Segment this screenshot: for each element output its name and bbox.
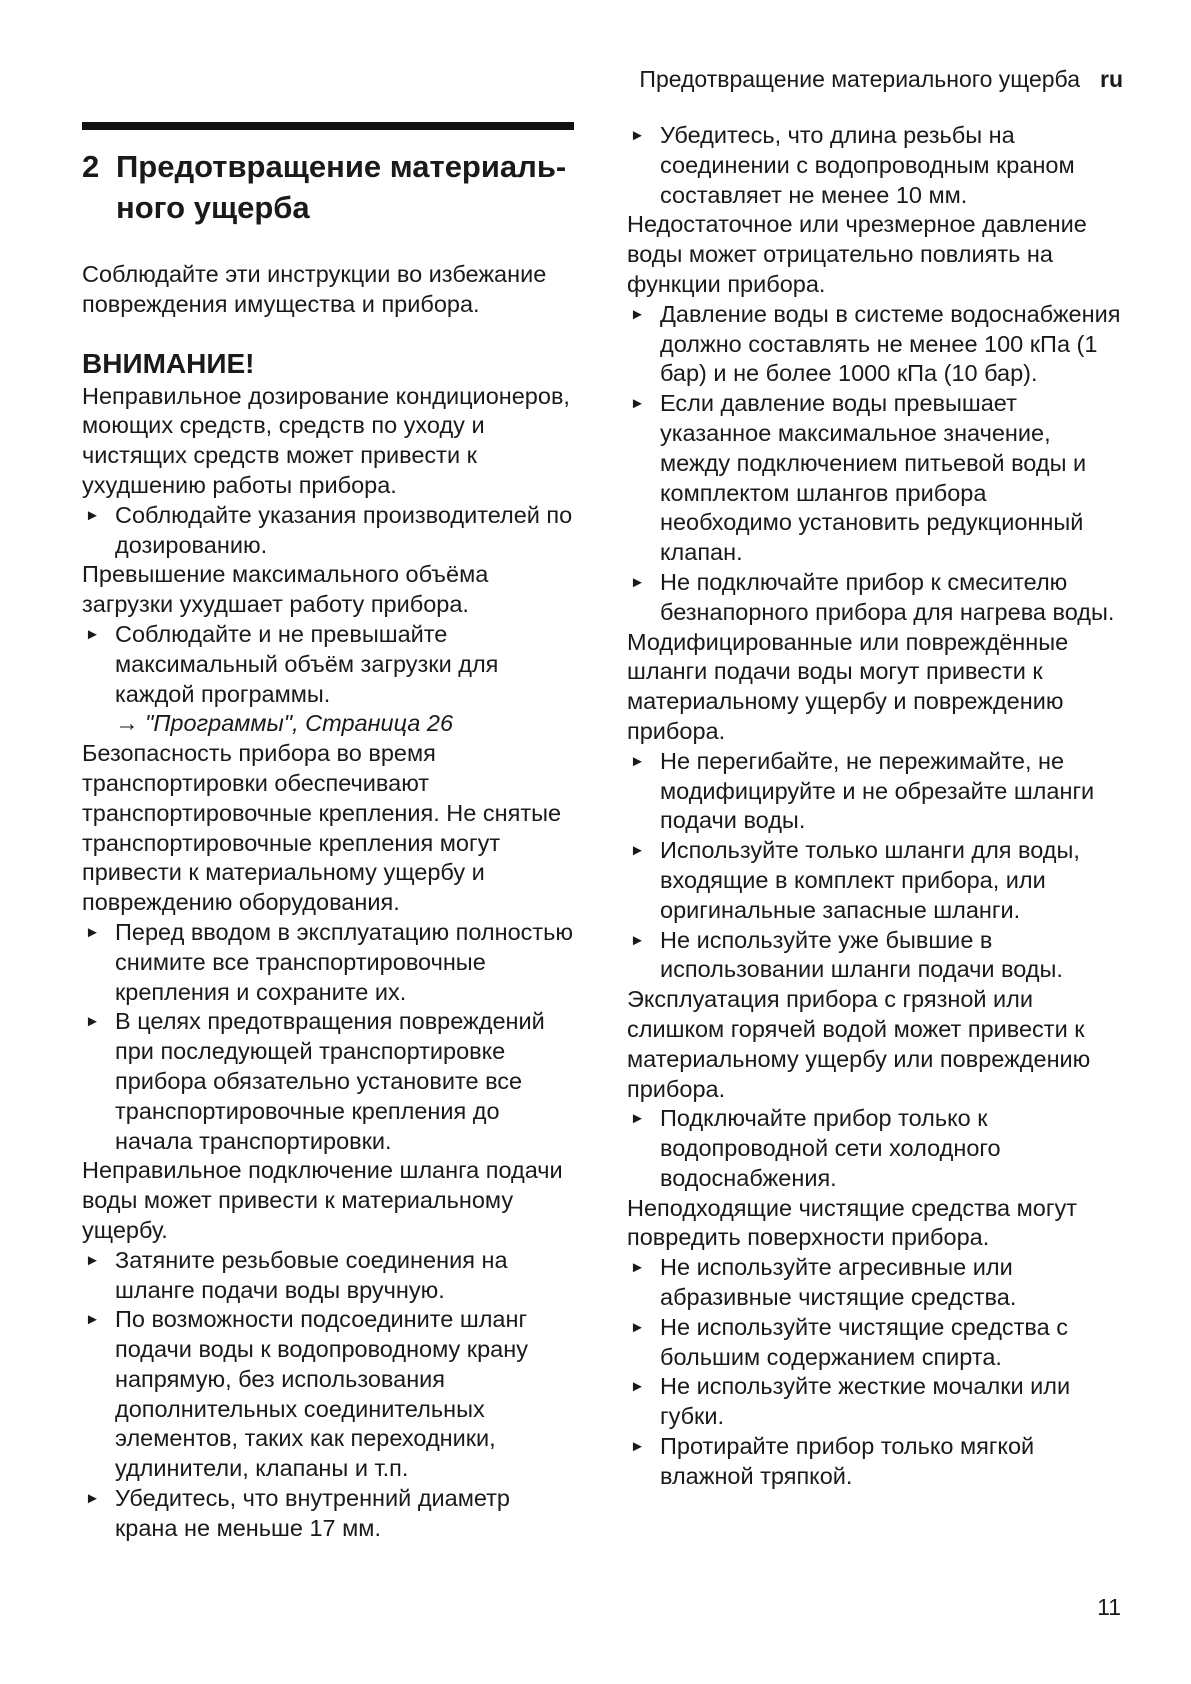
section-intro: Соблюдайте эти инструкции во избежание повреждения имущества и прибора. <box>82 261 547 317</box>
right-column <box>627 121 1123 1492</box>
left-column <box>82 122 574 1544</box>
bullet-triangle-icon: ► <box>85 506 100 524</box>
bullet-text: Затяните резьбовые соединения на шланге подачи воды вручную. <box>115 1246 508 1303</box>
paragraph: Эксплуатация прибора с грязной или слишком горячей водой может привести к материальному ущербу или повреждению прибора. <box>627 986 1091 1102</box>
bullet-item <box>627 300 1123 389</box>
bullet-item <box>627 1253 1123 1313</box>
header-title: Предотвращение материального ущерба <box>639 66 1080 92</box>
bullet-item <box>627 389 1123 568</box>
cross-reference-link[interactable]: → "Программы", Страница 26 <box>115 710 454 737</box>
paragraph: Безопасность прибора во время транспортировки обеспечивают транспортировочные крепления. Не снятые транспортировочные крепления могут привести к материальному ущербу и повреждению оборудования. <box>82 740 562 916</box>
paragraph: Неправильное подключение шланга подачи воды может привести к материальному ущербу. <box>82 1157 563 1243</box>
bullet-item <box>627 747 1123 836</box>
bullet-item <box>627 1372 1123 1432</box>
paragraph: Неподходящие чистящие средства могут повредить поверхности прибора. <box>627 1194 1077 1251</box>
bullet-text: Давление воды в системе водоснабжения должно составлять не менее 100 кПа (1 бар) и не более 1000 кПа (10 бар). <box>660 300 1121 387</box>
warning-heading: ВНИМАНИЕ! <box>82 347 255 379</box>
section-title-text: Предотвращение материаль-ного ущерба <box>116 149 567 225</box>
section-rule <box>82 122 574 130</box>
bullet-item <box>82 1246 574 1306</box>
bullet-item <box>627 1313 1123 1373</box>
bullet-text: Перед вводом в эксплуатацию полностью снимите все транспортировочные крепления и сохраните их. <box>115 918 574 1005</box>
bullet-triangle-icon: ► <box>630 752 645 770</box>
bullet-triangle-icon: ► <box>630 1259 645 1277</box>
bullet-text: Не подключайте прибор к смесителю безнапорного прибора для нагрева воды. <box>660 568 1115 625</box>
bullet-triangle-icon: ► <box>85 1490 100 1508</box>
bullet-item <box>82 1007 574 1156</box>
section-number: 2 <box>82 149 100 184</box>
bullet-item <box>82 620 574 709</box>
bullet-triangle-icon: ► <box>85 1013 100 1031</box>
bullet-triangle-icon: ► <box>630 931 645 949</box>
paragraph: Недостаточное или чрезмерное давление воды может отрицательно повлиять на функции прибора. <box>627 211 1087 297</box>
bullet-item <box>627 926 1123 986</box>
bullet-text: Протирайте прибор только мягкой влажной тряпкой. <box>660 1433 1035 1489</box>
bullet-item <box>82 1484 574 1544</box>
bullet-text: По возможности подсоедините шланг подачи воды к водопроводному крану напрямую, без использования дополнительных соединительных элементов, таких как переходники, удлинители, клапаны и т.п. <box>115 1306 528 1482</box>
bullet-text: В целях предотвращения повреждений при последующей транспортировке прибора обязательно установите все транспортировочные крепления до начала транспортировки. <box>115 1008 545 1154</box>
bullet-item <box>627 836 1123 925</box>
bullet-triangle-icon: ► <box>630 1378 645 1396</box>
bullet-triangle-icon: ► <box>630 1110 645 1128</box>
bullet-triangle-icon: ► <box>630 573 645 591</box>
bullet-triangle-icon: ► <box>85 625 100 643</box>
bullet-item <box>627 1104 1123 1193</box>
bullet-item <box>627 568 1123 628</box>
section-title <box>82 146 574 228</box>
bullet-triangle-icon: ► <box>630 127 645 144</box>
paragraph: Неправильное дозирование кондиционеров, моющих средств, средств по уходу и чистящих средств может привести к ухудшению работы прибора. <box>82 382 570 498</box>
bullet-text: Не используйте чистящие средства с большим содержанием спирта. <box>660 1313 1069 1370</box>
bullet-triangle-icon: ► <box>630 395 645 413</box>
bullet-text: Не используйте уже бывшие в использовании шланги подачи воды. <box>660 926 1063 983</box>
language-code: ru <box>1100 66 1123 92</box>
bullet-text: Если давление воды превышает указанное максимальное значение, между подключением питьевой воды и комплектом шлангов прибора необходимо установить редукционный клапан. <box>660 390 1087 566</box>
bullet-item <box>82 501 574 561</box>
bullet-triangle-icon: ► <box>630 305 645 323</box>
bullet-text: Соблюдайте указания производителей по дозированию. <box>115 501 573 558</box>
bullet-item <box>82 918 574 1007</box>
bullet-text: Убедитесь, что длина резьбы на соединении с водопроводным краном составляет не менее 10 мм. <box>660 122 1075 208</box>
bullet-text: Убедитесь, что внутренний диаметр крана не меньше 17 мм. <box>115 1485 511 1541</box>
paragraph: Модифицированные или повреждённые шланги подачи воды могут привести к материальному ущербу и повреждению прибора. <box>627 628 1069 744</box>
bullet-text: Соблюдайте и не превышайте максимальный объём загрузки для каждой программы. <box>115 620 499 707</box>
running-header <box>639 66 1123 93</box>
bullet-triangle-icon: ► <box>85 923 100 941</box>
bullet-item <box>627 121 1123 210</box>
bullet-triangle-icon: ► <box>85 1311 100 1329</box>
bullet-item <box>82 1305 574 1484</box>
bullet-text: Подключайте прибор только к водопроводной сети холодного водоснабжения. <box>660 1105 1001 1191</box>
bullet-triangle-icon: ► <box>85 1251 100 1269</box>
bullet-text: Не используйте агресивные или абразивные чистящие средства. <box>660 1254 1017 1311</box>
paragraph: Превышение максимального объёма загрузки ухудшает работу прибора. <box>82 561 489 618</box>
bullet-text: Не используйте жесткие мочалки или губки. <box>660 1373 1071 1430</box>
bullet-text: Используйте только шланги для воды, входящие в комплект прибора, или оригинальные запасные шланги. <box>660 837 1080 923</box>
bullet-triangle-icon: ► <box>630 1438 645 1456</box>
bullet-triangle-icon: ► <box>630 1318 645 1336</box>
bullet-text: Не перегибайте, не пережимайте, не модифицируйте и не обрезайте шланги подачи воды. <box>660 747 1095 834</box>
bullet-item <box>627 1432 1123 1492</box>
page-number: 11 <box>1097 1594 1121 1620</box>
bullet-triangle-icon: ► <box>630 842 645 860</box>
